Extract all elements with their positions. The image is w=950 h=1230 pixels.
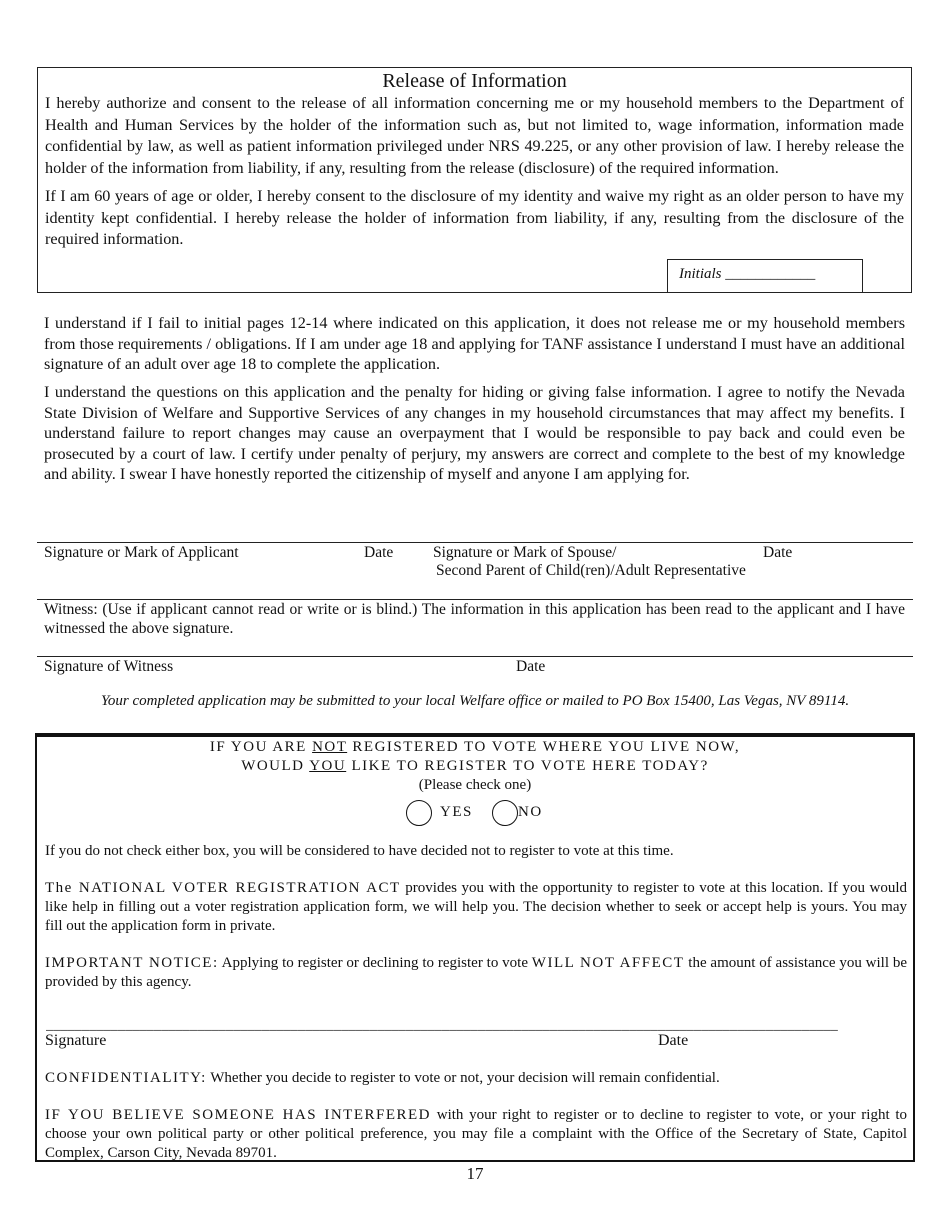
- yes-radio[interactable]: [406, 800, 432, 826]
- voter-signature-label: Signature: [45, 1032, 107, 1049]
- spouse-date-label: Date: [763, 544, 793, 561]
- interference-notice: IF YOU BELIEVE SOMEONE HAS INTERFERED with your right to register or to decline to register to vote, or your right to choose your own political party or other political preference, you may file a complaint with the Office of the Secretary of State, Capitol Complex, Carson City, Nevada 89701.: [45, 1107, 907, 1161]
- no-label: NO: [518, 804, 543, 820]
- yes-label: YES: [440, 804, 473, 820]
- no-radio[interactable]: [492, 800, 518, 826]
- release-title: Release of Information: [382, 70, 567, 92]
- nvra-paragraph: The NATIONAL VOTER REGISTRATION ACT provides you with the opportunity to register to vote at this location. If you would like help in filling out a voter registration application form, we will help you. The decision whether to seek or accept help is yours. You may fill out the application form in private.: [45, 880, 908, 934]
- please-check-one: (Please check one): [418, 777, 532, 793]
- initials-field[interactable]: Initials ____________: [667, 259, 863, 293]
- release-paragraph-2: If I am 60 years of age or older, I hereby consent to the disclosure of my identity and waive my right as an older person to have my identity kept confidential. I hereby release the holder of information from liability, if any, resulting from the disclosure of the required information.: [45, 187, 904, 248]
- release-of-information-box: [37, 67, 912, 293]
- voter-registration-box: [35, 733, 915, 1162]
- witness-signature-label: Signature of Witness: [44, 658, 174, 675]
- witness-date-label: Date: [516, 658, 546, 675]
- voter-signature-line[interactable]: ______________________________________________________________________________________________________________: [46, 1018, 838, 1033]
- witness-statement: Witness: (Use if applicant cannot read or write or is blind.) The information in this application has been read to the applicant and I have witnessed the above signature.: [44, 601, 905, 637]
- witness-signature-line[interactable]: [37, 656, 913, 657]
- applicant-signature-label: Signature or Mark of Applicant: [44, 544, 239, 561]
- understand-paragraph-1: I understand if I fail to initial pages 12-14 where indicated on this application, it does not release me or my household members from those requirements / obligations. If I am under age 18 and applying for TANF assistance I understand I must have an additional signature of an adult over age 18 to complete the application.: [44, 314, 905, 373]
- page-number: 17: [466, 1164, 484, 1183]
- voter-heading-line2: WOULD YOU LIKE TO REGISTER TO VOTE HERE TODAY?: [241, 758, 709, 774]
- voter-date-label: Date: [658, 1032, 689, 1049]
- spouse-signature-label-line2: Second Parent of Child(ren)/Adult Representative: [436, 562, 746, 579]
- no-check-notice: If you do not check either box, you will be considered to have decided not to register to vote at this time.: [45, 843, 674, 859]
- important-notice: IMPORTANT NOTICE: Applying to register or declining to register to vote WILL NOT AFFECT the amount of assistance you will be provided by this agency.: [45, 955, 908, 990]
- applicant-date-label: Date: [364, 544, 394, 561]
- voter-heading-line1: IF YOU ARE NOT REGISTERED TO VOTE WHERE YOU LIVE NOW,: [209, 739, 741, 755]
- confidentiality-notice: CONFIDENTIALITY: Whether you decide to register to vote or not, your decision will remain confidential.: [45, 1070, 720, 1086]
- understand-paragraph-2: I understand the questions on this application and the penalty for hiding or giving false information. I agree to notify the Nevada State Division of Welfare and Supportive Services of any changes in my household circumstances that may affect my benefits. I understand failure to report changes may cause an overpayment that I would be responsible to pay back and could even be prosecuted by a court of law. I certify under penalty of perjury, my answers are correct and complete to the best of my knowledge and ability. I swear I have honestly reported the citizenship of myself and anyone I am applying for.: [44, 383, 905, 483]
- spouse-signature-label: Signature or Mark of Spouse/: [433, 544, 617, 561]
- release-paragraph-1: I hereby authorize and consent to the release of all information concerning me or my household members to the Department of Health and Human Services by the holder of the information such as, but not limited to, wage information, information made confidential by law, as well as patient information privileged under NRS 49.225, or any other provision of law. I hereby release the holder of the information from liability, if any, resulting from the release (disclosure) of the required information.: [45, 94, 904, 177]
- submission-note: Your completed application may be submitted to your local Welfare office or mailed to PO Box 15400, Las Vegas, NV 89114.: [100, 693, 850, 709]
- applicant-signature-line[interactable]: [37, 542, 913, 543]
